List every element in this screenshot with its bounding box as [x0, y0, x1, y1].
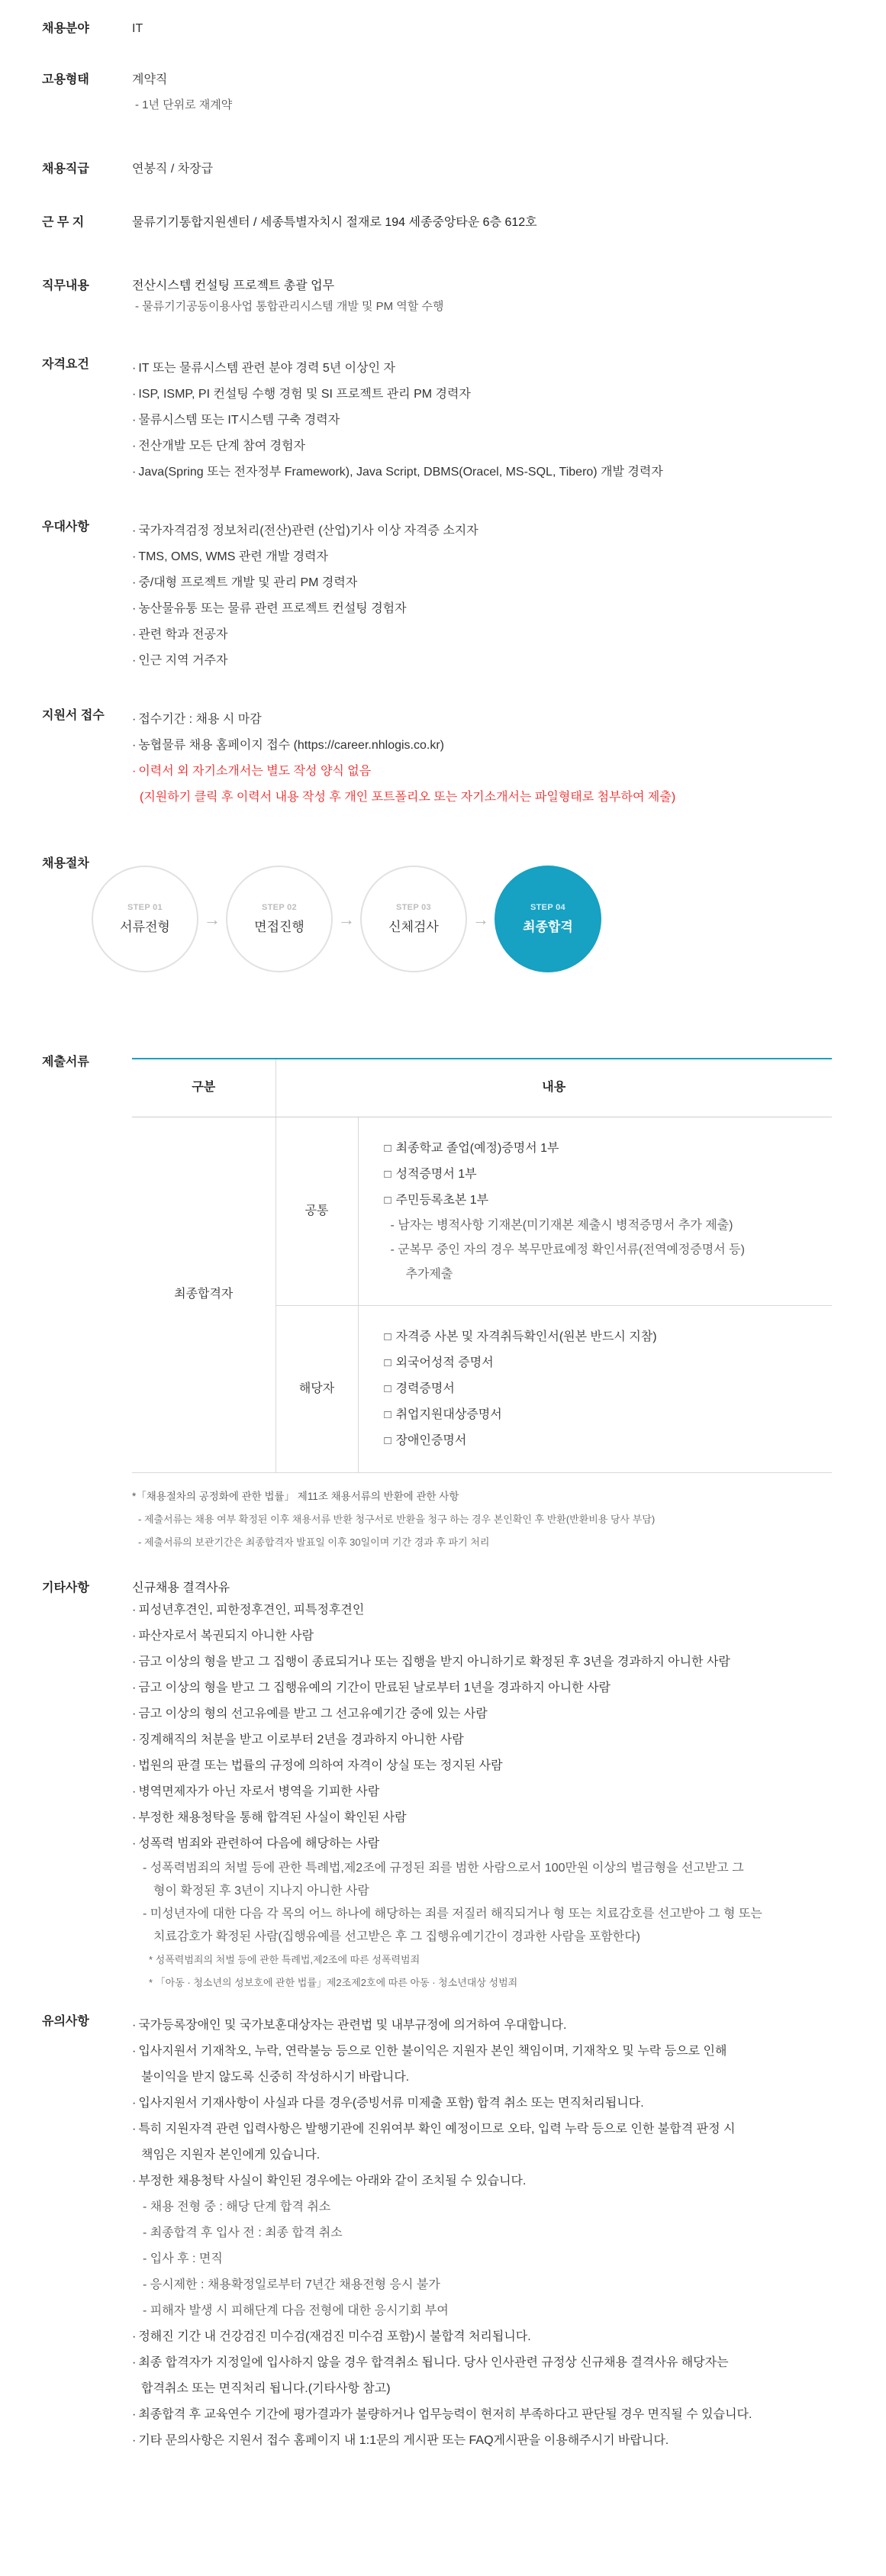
step-number: STEP 03	[396, 903, 431, 912]
sub-item: - 미성년자에 대한 다음 각 목의 어느 하나에 해당하는 죄를 저질러 해직되거나 형 또는 치료감호를 선고받아 그 형 또는	[143, 1907, 762, 1920]
table-cell-applicable-label: 해당자	[275, 1305, 358, 1472]
list-item: · 병역면제자가 아닌 자로서 병역을 기피한 사람	[132, 1779, 848, 1805]
list-item: · 접수기간 : 채용 시 마감	[132, 707, 848, 733]
list-item: · 성폭력 범죄와 관련하여 다음에 해당하는 사람	[132, 1831, 848, 1857]
arrow-icon: →	[472, 909, 489, 929]
list-item: · 국가등록장애인 및 국가보훈대상자는 관련법 및 내부규정에 의거하여 우대합니다.	[132, 2013, 848, 2039]
list-detail: - 군복무 중인 자의 경우 복무만료예정 확인서류(전역예정증명서 등)	[390, 1243, 745, 1256]
section-label: 유의사항	[42, 2015, 89, 2028]
section-employment	[42, 71, 848, 114]
arrow-icon: →	[204, 909, 221, 929]
sub-item: - 성폭력범죄의 처벌 등에 관한 특례법,제2조에 규정된 죄를 범한 사람으로서 100만원 이상의 벌금형을 선고받고 그	[143, 1862, 744, 1875]
list-item: □ 경력증명서	[385, 1376, 833, 1402]
warning-text: (지원하기 클릭 후 이력서 내용 작성 후 개인 포트폴리오 또는 자기소개서는 파일형태로 첨부하여 제출)	[140, 791, 676, 804]
section-location	[42, 214, 848, 232]
table-cell-group: 최종합격자	[132, 1117, 275, 1472]
list-item: · 금고 이상의 형을 받고 그 집행유예의 기간이 만료된 날로부터 1년을 경과하지 아니한 사람	[132, 1675, 848, 1701]
list-item: · Java(Spring 또는 전자정부 Framework), Java Script, DBMS(Oracel, MS-SQL, Tibero) 개발 경력자	[132, 459, 848, 485]
sub-item: - 입사 후 : 면직	[143, 2252, 223, 2265]
list-item: · 농협물류 채용 홈페이지 접수 (https://career.nhlogis.co.kr)	[132, 733, 848, 759]
section-label: 직무내용	[42, 279, 89, 292]
list-item: · 농산물유통 또는 물류 관련 프로젝트 컨설팅 경험자	[132, 596, 848, 622]
list-item: · 부정한 채용청탁을 통해 합격된 사실이 확인된 사람	[132, 1805, 848, 1831]
reference-note: *「채용절차의 공정화에 관한 법률」 제11조 채용서류의 반환에 관한 사항	[132, 1490, 459, 1502]
employment-note: - 1년 단위로 재계약	[135, 98, 233, 111]
list-item: · 징계해직의 처분을 받고 이로부터 2년을 경과하지 아니한 사람	[132, 1727, 848, 1753]
table-header-content: 내용	[275, 1059, 832, 1117]
other-title: 신규채용 결격사유	[132, 1581, 230, 1594]
sub-item: - 최종합격 후 입사 전 : 최종 합격 취소	[143, 2226, 343, 2239]
section-label: 채용직급	[42, 163, 89, 176]
step-number: STEP 01	[127, 903, 163, 912]
list-item: · 인근 지역 거주자	[132, 648, 848, 674]
footnote: * 성폭력범죄의 처벌 등에 관한 특례법,제2조에 따른 성폭력범죄	[149, 1954, 420, 1965]
list-item: □ 성적증명서 1부	[385, 1162, 833, 1188]
location-value: 물류기기통합지원센터 / 세종특별자치시 절재로 194 세종중앙타운 6층 612호	[132, 216, 537, 229]
section-label: 채용분야	[42, 22, 89, 35]
employment-value: 계약직	[132, 73, 168, 86]
section-qualification	[42, 356, 848, 485]
list-item: · 입사지원서 기재착오, 누락, 연락불능 등으로 인한 불이익은 지원자 본인 책임이며, 기재착오 및 누락 등으로 인해	[132, 2039, 848, 2065]
section-caution	[42, 2013, 848, 2454]
table-cell-common-label: 공통	[275, 1117, 358, 1305]
step-name: 면접진행	[254, 919, 304, 934]
documents-table-wrap	[132, 1058, 832, 1554]
section-other	[42, 1579, 848, 1994]
list-item: · TMS, OMS, WMS 관련 개발 경력자	[132, 544, 848, 570]
step-final-pass	[495, 866, 601, 972]
section-label: 채용절차	[42, 857, 89, 870]
list-item: · 전산개발 모든 단계 참여 경험자	[132, 434, 848, 459]
list-item: □ 주민등록초본 1부	[385, 1188, 833, 1214]
warning-text: · 이력서 외 자기소개서는 별도 작성 양식 없음	[132, 759, 848, 785]
list-item: · 국가자격검정 정보처리(전산)관련 (산업)기사 이상 자격증 소지자	[132, 518, 848, 544]
list-detail: - 남자는 병적사항 기재본(미기재본 제출시 병적증명서 추가 제출)	[390, 1218, 733, 1232]
list-item: · 물류시스템 또는 IT시스템 구축 경력자	[132, 408, 848, 434]
list-item: · IT 또는 물류시스템 관련 분야 경력 5년 이상인 자	[132, 356, 848, 382]
section-apply	[42, 707, 848, 811]
arrow-icon: →	[338, 909, 355, 929]
section-label: 고용형태	[42, 73, 89, 86]
sub-item: - 응시제한 : 채용확정일로부터 7년간 채용전형 응시 불가	[143, 2278, 440, 2291]
step-document-screening	[92, 866, 198, 972]
section-field	[42, 20, 848, 38]
list-item: · 기타 문의사항은 지원서 접수 홈페이지 내 1:1문의 게시판 또는 FAQ게시판을 이용해주시기 바랍니다.	[132, 2428, 848, 2454]
note-item: - 제출서류의 보관기간은 최종합격자 발표일 이후 30일이며 기간 경과 후 파기 처리	[138, 1536, 490, 1548]
section-label: 자격요건	[42, 358, 89, 371]
footnote: * 「아동 · 청소년의 성보호에 관한 법률」제2조제2호에 따른 아동 · 청소년대상 성범죄	[149, 1977, 518, 1988]
list-item: □ 취업지원대상증명서	[385, 1402, 833, 1428]
rank-value: 연봉직 / 차장급	[132, 163, 214, 176]
section-label: 근 무 지	[42, 216, 85, 229]
documents-table	[132, 1058, 832, 1473]
list-item: □ 자격증 사본 및 자격취득확인서(원본 반드시 지참)	[385, 1324, 833, 1350]
sub-item: 형이 확정된 후 3년이 지나지 아니한 사람	[153, 1884, 369, 1897]
duty-note: - 물류기기공동이용사업 통합관리시스템 개발 및 PM 역할 수행	[135, 300, 444, 313]
list-item: · 금고 이상의 형의 선고유예를 받고 그 선고유예기간 중에 있는 사람	[132, 1701, 848, 1727]
list-item: · 중/대형 프로젝트 개발 및 관리 PM 경력자	[132, 570, 848, 596]
section-duty	[42, 277, 848, 316]
list-item: · 관련 학과 전공자	[132, 622, 848, 648]
list-item: · 최종합격 후 교육연수 기간에 평가결과가 불량하거나 업무능력이 현저히 부족하다고 판단될 경우 면직될 수 있습니다.	[132, 2402, 848, 2428]
section-label: 기타사항	[42, 1581, 89, 1594]
list-item: · 정해진 기간 내 건강검진 미수검(재검진 미수검 포함)시 불합격 처리됩니다.	[132, 2324, 848, 2350]
section-label: 제출서류	[42, 1056, 89, 1069]
section-preference	[42, 518, 848, 674]
list-detail: 추가제출	[405, 1267, 453, 1281]
list-item: □ 외국어성적 증명서	[385, 1350, 833, 1376]
table-cell-applicable-list	[358, 1305, 832, 1472]
list-item: · 최종 합격자가 지정일에 입사하지 않을 경우 합격취소 됩니다. 당사 인사관련 규정상 신규채용 결격사유 해당자는	[132, 2350, 848, 2376]
step-number: STEP 02	[262, 903, 297, 912]
step-name: 서류전형	[120, 919, 170, 934]
sub-item: - 채용 전형 중 : 해당 단계 합격 취소	[143, 2200, 331, 2213]
step-number: STEP 04	[530, 903, 565, 912]
section-label: 지원서 접수	[42, 709, 105, 722]
step-name: 신체검사	[388, 919, 439, 934]
list-item-cont: 불이익을 받지 않도록 신중히 작성하시기 바랍니다.	[141, 2071, 410, 2084]
sub-item: 치료감호가 확정된 사람(집행유예를 선고받은 후 그 집행유예기간이 경과한 사람을 포함한다)	[153, 1930, 640, 1943]
list-item-cont: 합격취소 또는 면직처리 됩니다.(기타사항 참고)	[141, 2382, 391, 2395]
list-item: · 부정한 채용청탁 사실이 확인된 경우에는 아래와 같이 조치될 수 있습니다.	[132, 2168, 848, 2194]
step-physical-exam	[360, 866, 467, 972]
list-item: · ISP, ISMP, PI 컨설팅 수행 경험 및 SI 프로젝트 관리 PM 경력자	[132, 382, 848, 408]
step-name: 최종합격	[523, 919, 573, 934]
list-item: · 법원의 판결 또는 법률의 규정에 의하여 자격이 상실 또는 정지된 사람	[132, 1753, 848, 1779]
table-header-category: 구분	[132, 1059, 275, 1117]
list-item-cont: 책임은 지원자 본인에게 있습니다.	[141, 2149, 321, 2162]
list-item: · 특히 지원자격 관련 입력사항은 발행기관에 진위여부 확인 예정이므로 오타, 입력 누락 등으로 인한 불합격 판정 시	[132, 2117, 848, 2142]
note-item: - 제출서류는 채용 여부 확정된 이후 채용서류 반환 청구서로 반환을 청구 하는 경우 본인확인 후 반환(반환비용 당사 부담)	[138, 1513, 656, 1525]
list-item: · 파산자로서 복권되지 아니한 사람	[132, 1623, 848, 1649]
list-item: □ 최종학교 졸업(예정)증명서 1부	[385, 1136, 833, 1162]
documents-notes	[132, 1485, 832, 1554]
sub-item: - 피해자 발생 시 피해단계 다음 전형에 대한 응시기회 부여	[143, 2304, 449, 2317]
list-item: · 입사지원서 기재사항이 사실과 다를 경우(증빙서류 미제출 포함) 합격 취소 또는 면직처리됩니다.	[132, 2091, 848, 2117]
table-row	[132, 1117, 832, 1305]
section-rank	[42, 160, 848, 179]
section-label: 우대사항	[42, 521, 89, 534]
table-cell-common-list	[358, 1117, 832, 1305]
step-interview	[226, 866, 333, 972]
duty-value: 전산시스템 컨설팅 프로젝트 총괄 업무	[132, 279, 335, 292]
list-item: □ 장애인증명서	[385, 1428, 833, 1454]
field-value: IT	[132, 22, 143, 35]
list-item: · 피성년후견인, 피한정후견인, 피특정후견인	[132, 1598, 848, 1623]
list-item: · 금고 이상의 형을 받고 그 집행이 종료되거나 또는 집행을 받지 아니하기로 확정된 후 3년을 경과하지 아니한 사람	[132, 1649, 848, 1675]
process-steps	[92, 866, 601, 972]
